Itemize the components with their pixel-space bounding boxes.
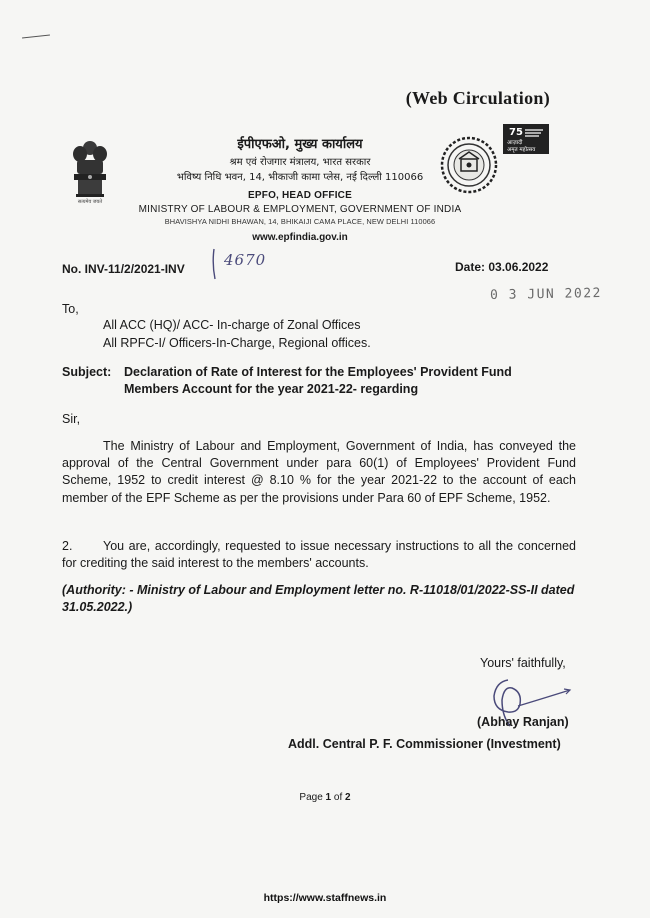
letterhead-hindi-ministry: श्रम एवं रोजगार मंत्रालय, भारत सरकार xyxy=(229,157,371,168)
paragraph-1: The Ministry of Labour and Employment, Government of India, has conveyed the approval of the Central Government under para 60(1) of Employees' Provident Fund Scheme, 1952 to credit interest @ 8.10 % for the year 2021-22 to the account of each member of the EPF Scheme as per the provisions under Para 60 of EPF Scheme, 1952. xyxy=(62,439,576,505)
subject-line-1: Declaration of Rate of Interest for the Employees' Provident Fund xyxy=(124,365,512,379)
azadi-logo-line1: आज़ादी xyxy=(507,140,523,146)
to-label: To, xyxy=(62,302,79,316)
letterhead-ministry: MINISTRY OF LABOUR & EMPLOYMENT, GOVERNMENT OF INDIA xyxy=(138,204,462,215)
letterhead-website: www.epfindia.gov.in xyxy=(252,232,348,243)
issue-date: Date: 03.06.2022 xyxy=(455,260,549,274)
authority-note: (Authority: - Ministry of Labour and Employment letter no. R-11018/01/2022-SS-II dated 31.05.2022.) xyxy=(62,583,575,614)
reference-number: No. INV-11/2/2021-INV xyxy=(62,262,185,276)
subject-label: Subject: xyxy=(62,365,112,379)
web-circulation-label: (Web Circulation) xyxy=(405,88,550,108)
scan-mark xyxy=(22,35,50,39)
page-number xyxy=(0,792,650,803)
page-current: 1 xyxy=(325,792,332,803)
paragraph-2 xyxy=(62,538,576,572)
handwritten-diary-number: 4670 xyxy=(224,251,267,269)
footer-url: https://www.staffnews.in xyxy=(263,892,387,904)
closing-yours-faithfully: Yours' faithfully, xyxy=(480,656,566,670)
azadi-logo-line2: अमृत महोत्सव xyxy=(507,147,536,153)
letterhead-address: BHAVISHYA NIDHI BHAWAN, 14, BHIKAIJI CAMA PLACE, NEW DELHI 110066 xyxy=(164,217,436,226)
azadi-amrit-mahotsav-logo-icon xyxy=(503,124,549,154)
paragraph-2-number: 2. xyxy=(62,539,73,553)
salutation: Sir, xyxy=(62,412,81,426)
addressee-line-1: All ACC (HQ)/ ACC- In-charge of Zonal Offices xyxy=(103,318,361,332)
addressee-line-2: All RPFC-I/ Officers-In-Charge, Regional offices. xyxy=(103,336,371,350)
svg-text:75: 75 xyxy=(509,127,523,138)
signatory-name: (Abhay Ranjan) xyxy=(477,715,569,729)
epfo-logo-icon xyxy=(440,136,498,194)
letterhead-hindi-office: ईपीएफओ, मुख्य कार्यालय xyxy=(237,137,363,152)
page-total: 2 xyxy=(345,792,351,803)
letterhead-hindi-address: भविष्य निधि भवन, 14, भीकाजी कामा प्लेस, नई दिल्ली 110066 xyxy=(176,172,424,183)
page-prefix: Page xyxy=(299,792,323,803)
date-stamp: 0 3 JUN 2022 xyxy=(489,286,603,303)
paragraph-2-text: You are, accordingly, requested to issue necessary instructions to all the concerned for crediting the said interest to the members' accounts. xyxy=(62,539,576,571)
page-of: of xyxy=(333,792,343,803)
subject-line-2: Members Account for the year 2021-22- regarding xyxy=(124,382,419,396)
signatory-title: Addl. Central P. F. Commissioner (Investment) xyxy=(288,737,561,751)
letterhead-office: EPFO, HEAD OFFICE xyxy=(248,190,352,201)
subject xyxy=(62,364,582,398)
emblem-caption: सत्यमेव जयते xyxy=(77,199,103,205)
